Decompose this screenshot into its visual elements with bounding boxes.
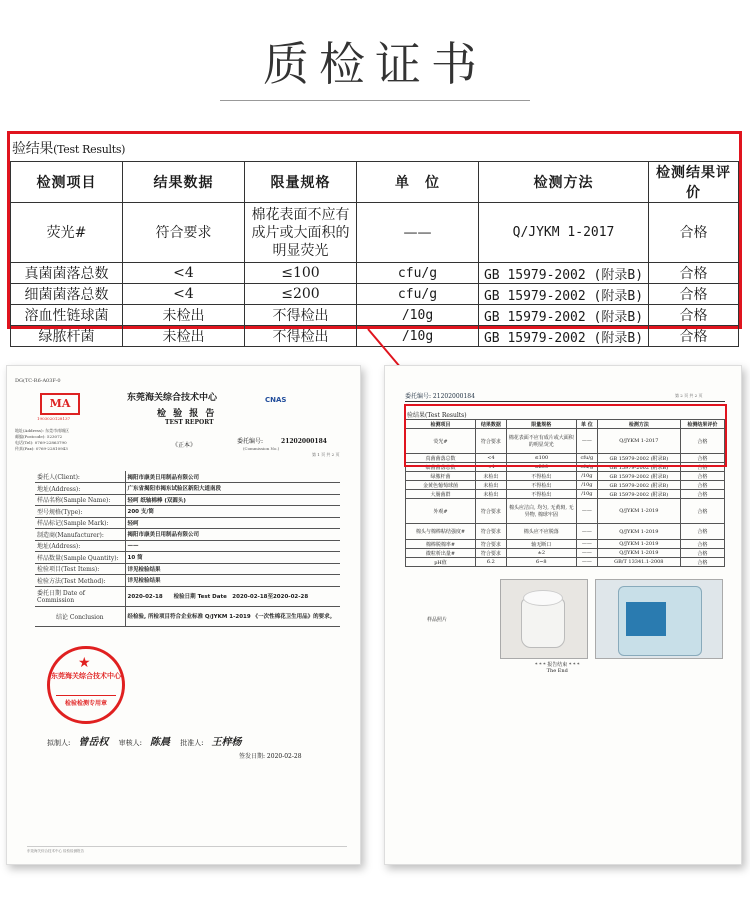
- form-value: ——: [125, 540, 340, 552]
- cell-result: 符合要求: [123, 203, 245, 263]
- table-row: [406, 490, 725, 499]
- cell-spec: ≤100: [245, 263, 357, 284]
- cnas-logo-icon: CNAS: [265, 396, 287, 404]
- cell: 棉头与棉棒粘结强度#: [406, 524, 476, 540]
- cell: ——: [576, 549, 597, 558]
- form-key: 地址(Address):: [35, 540, 125, 552]
- commission-value: 21202000184: [281, 438, 327, 445]
- cell: 外观#: [406, 499, 476, 524]
- cell: ——: [576, 540, 597, 549]
- cell: /10g: [576, 490, 597, 499]
- end-cn: * * * 报告结束 * * *: [535, 662, 580, 668]
- form-key: 委托人(Client):: [35, 471, 125, 483]
- cell: 合格: [680, 429, 724, 454]
- cell-eval: 合格: [649, 326, 739, 347]
- cell: 符合要求: [475, 540, 506, 549]
- cell-item: 荧光#: [11, 203, 123, 263]
- header-result: 结果数据: [123, 162, 245, 203]
- cell: 棉棒脱棉率#: [406, 540, 476, 549]
- commission-no: [237, 436, 327, 445]
- sign-label: 审核人:: [118, 739, 142, 747]
- cell: GB 15979-2002 (附录B): [597, 490, 680, 499]
- cell-result: <4: [123, 284, 245, 305]
- cell: 合格: [680, 463, 724, 472]
- cell: GB 15979-2002 (附录B): [597, 463, 680, 472]
- cell: ——: [576, 558, 597, 567]
- cell-item: 绿脓杆菌: [11, 326, 123, 347]
- results-caption: 验结果(Test Results): [407, 412, 467, 419]
- header-method: 检测方法: [479, 162, 649, 203]
- cell: 合格: [680, 558, 724, 567]
- cell: 合格: [680, 454, 724, 463]
- form-row: [35, 483, 340, 495]
- form-row: [35, 575, 340, 587]
- cell: 荧光#: [406, 429, 476, 454]
- cell: 不得检出: [506, 481, 576, 490]
- form-row: [35, 471, 340, 483]
- results-caption-en: (Test Results): [53, 143, 126, 156]
- cell: 6~8: [506, 558, 576, 567]
- report-title-en: TEST REPORT: [165, 419, 214, 426]
- cell: /10g: [576, 472, 597, 481]
- cell: ±2: [506, 549, 576, 558]
- commission-no: 委托编号: 21202000184: [405, 393, 475, 400]
- form-key: 地址(Address):: [35, 483, 125, 495]
- header-unit: 单 位: [357, 162, 479, 203]
- org-name: 东莞海关综合技术中心: [127, 393, 218, 403]
- cell-method: Q/JYKM 1-2017: [479, 203, 649, 263]
- cell: 符合要求: [475, 549, 506, 558]
- cell: 轴无断口: [506, 540, 576, 549]
- sign-label: 批准人:: [180, 739, 204, 747]
- cell: Q/JYKM 1-2017: [597, 429, 680, 454]
- doc-code: DG(TC-R6-A03F-0: [15, 378, 61, 384]
- sample-photo-jar: [595, 579, 723, 659]
- cell-unit: cfu/g: [357, 284, 479, 305]
- spec-line: 棉花表面不应有: [251, 206, 350, 223]
- form-key: 检验方法(Test Method):: [35, 575, 125, 587]
- cell: 合格: [680, 524, 724, 540]
- form-row: [35, 552, 340, 564]
- cell: 未检出: [475, 472, 506, 481]
- cell: 大肠菌群: [406, 490, 476, 499]
- spec-line: 成片或大面积的: [251, 224, 350, 241]
- cell-method: GB 15979-2002 (附录B): [479, 263, 649, 284]
- cell-spec: 不得检出: [245, 305, 357, 326]
- results-caption-cn: 验结果: [12, 141, 54, 157]
- cell-item: 细菌菌落总数: [11, 284, 123, 305]
- inspection-report-page-1: [6, 365, 361, 865]
- cell: 合格: [680, 499, 724, 524]
- cell: 棉头应不应脱落: [506, 524, 576, 540]
- form-key: 委托日期 Date of Commission: [35, 586, 125, 606]
- form-value: 经检验, 所检项目符合企业标准 Q/JYKM 1-2019 《一次性棉花卫生用品》的要求。: [125, 606, 340, 626]
- seal-subtext: 检验检测专用章: [56, 695, 116, 707]
- cell-eval: 合格: [649, 203, 739, 263]
- header-item: 检测项目: [11, 162, 123, 203]
- table-row: [406, 524, 725, 540]
- inspection-report-page-2: [384, 365, 742, 865]
- cell: ≤200: [506, 463, 576, 472]
- cell: ——: [576, 499, 597, 524]
- sign-label: 拟制人:: [47, 739, 71, 747]
- cell: /10g: [576, 481, 597, 490]
- highlight-box: [404, 404, 727, 467]
- cell: 棉头应洁白, 均匀, 无黄斑, 无异物, 棉球牢固: [506, 499, 576, 524]
- cell-spec: ≤200: [245, 284, 357, 305]
- cell: 符合要求: [475, 429, 506, 454]
- cell-result: <4: [123, 263, 245, 284]
- table-row: [406, 499, 725, 524]
- cell: 6.2: [475, 558, 506, 567]
- page-count: 第 2 页 共 2 页: [675, 393, 703, 398]
- form-key: 结论 Conclusion: [35, 606, 125, 626]
- cell-item: 真菌菌落总数: [11, 263, 123, 284]
- address-block: [15, 428, 125, 452]
- official-seal: [47, 646, 125, 724]
- header-cell: 单 位: [576, 420, 597, 429]
- address-line: 地址(Address): 东莞市南城区: [15, 428, 70, 433]
- cell: 未检出: [475, 490, 506, 499]
- cell: 金黄色葡萄球菌: [406, 481, 476, 490]
- cell-unit: ——: [357, 203, 479, 263]
- commission-label-en: (Commission No.): [243, 446, 280, 451]
- form-value: 揭阳市康美日用制品有限公司: [125, 471, 340, 483]
- report-title: 检 验 报 告: [157, 409, 217, 419]
- form-value: 200 支/筒: [125, 506, 340, 518]
- form-row: [35, 506, 340, 518]
- form-row: [35, 540, 340, 552]
- header-eval: 检测结果评价: [649, 162, 739, 203]
- header-cell: 限量规格: [506, 420, 576, 429]
- form-row: [35, 586, 340, 606]
- cell: Q/JYKM 1-2019: [597, 549, 680, 558]
- end-en: The End: [546, 668, 568, 674]
- cell: 真菌菌落总数: [406, 454, 476, 463]
- signature: 王梓杨: [211, 737, 242, 748]
- form-value: 轻呵: [125, 517, 340, 529]
- cell-eval: 合格: [649, 284, 739, 305]
- cell: 合格: [680, 549, 724, 558]
- sample-photo-cup: [500, 579, 588, 659]
- form-value: 轻呵 纸轴棉棒 (双圆头): [125, 494, 340, 506]
- form-key: 样品数量(Sample Quantity):: [35, 552, 125, 564]
- form-key: 样品标记(Sample Mark):: [35, 517, 125, 529]
- form-key: 型号规格(Type):: [35, 506, 125, 518]
- table-row: [406, 549, 725, 558]
- header-cell: 结果数据: [475, 420, 506, 429]
- table-row: [406, 558, 725, 567]
- form-value: 10 筒: [125, 552, 340, 564]
- form-row: [35, 494, 340, 506]
- ma-number: 1903020128137: [37, 416, 71, 421]
- jar-label-icon: [626, 602, 666, 636]
- table-row: [406, 540, 725, 549]
- cell: cfu/g: [576, 463, 597, 472]
- cell: <4: [475, 463, 506, 472]
- star-icon: ★: [78, 655, 91, 671]
- header-cell: 检测项目: [406, 420, 476, 429]
- cell-method: GB 15979-2002 (附录B): [479, 326, 649, 347]
- form-row: [35, 517, 340, 529]
- cell-method: GB 15979-2002 (附录B): [479, 305, 649, 326]
- form-row: [35, 606, 340, 626]
- cell-result: 未检出: [123, 305, 245, 326]
- cell: ——: [576, 429, 597, 454]
- form-value: 详见检验结果: [125, 575, 340, 587]
- cell: Q/JYKM 1-2019: [597, 499, 680, 524]
- header-spec: 限量规格: [245, 162, 357, 203]
- cell: pH值: [406, 558, 476, 567]
- table-row: [406, 472, 725, 481]
- cell: GB 15979-2002 (附录B): [597, 454, 680, 463]
- seal-text: 东莞海关综合技术中心: [51, 671, 121, 680]
- cotton-tips-icon: [523, 590, 563, 606]
- form-row: [35, 563, 340, 575]
- cell: GB/T 13341.1-2008: [597, 558, 680, 567]
- header-cell: 检测结果评价: [680, 420, 724, 429]
- cell: 合格: [680, 540, 724, 549]
- cell-eval: 合格: [649, 263, 739, 284]
- cell: Q/JYKM 1-2019: [597, 540, 680, 549]
- cell: 绿脓杆菌: [406, 472, 476, 481]
- divider: [405, 401, 725, 402]
- ma-logo-icon: MA: [40, 393, 80, 415]
- report-end: [535, 661, 580, 674]
- cell-unit: /10g: [357, 305, 479, 326]
- cell: 合格: [680, 481, 724, 490]
- cell-unit: /10g: [357, 326, 479, 347]
- page-title: 质检证书: [263, 37, 487, 91]
- table-row: [406, 481, 725, 490]
- cell: 未检出: [475, 481, 506, 490]
- signature-row: [47, 733, 347, 748]
- form-value: 广东省揭阳市揭东试验区新阳大道南段: [125, 483, 340, 495]
- signature: 陈晨: [149, 737, 170, 748]
- cell: ——: [576, 524, 597, 540]
- address-line: 邮编(Postcode): 523072: [15, 434, 63, 439]
- cell: GB 15979-2002 (附录B): [597, 481, 680, 490]
- cell-unit: cfu/g: [357, 263, 479, 284]
- address-line: 传真(Fax): 0769-22810943: [15, 446, 68, 451]
- form-key: 样品名称(Sample Name):: [35, 494, 125, 506]
- cell: 符合要求: [475, 499, 506, 524]
- cell: GB 15979-2002 (附录B): [597, 472, 680, 481]
- cell: ≤100: [506, 454, 576, 463]
- cell: Q/JYKM 1-2019: [597, 524, 680, 540]
- header-cell: 检测方法: [597, 420, 680, 429]
- cell: 合格: [680, 472, 724, 481]
- address-line: 电话(Tel): 0769-22863790: [15, 440, 67, 445]
- form-key: 检验项目(Test Items):: [35, 563, 125, 575]
- cell: 不得检出: [506, 472, 576, 481]
- spec-line: 明显荧光: [272, 242, 329, 259]
- cell-method: GB 15979-2002 (附录B): [479, 284, 649, 305]
- form-key: 制造商(Manufacturer):: [35, 529, 125, 541]
- form-value: 2020-02-18 检验日期 Test Date 2020-02-18至2020-02-28: [125, 586, 340, 606]
- cell: cfu/g: [576, 454, 597, 463]
- cell-eval: 合格: [649, 305, 739, 326]
- form-value: 揭阳市康美日用制品有限公司: [125, 529, 340, 541]
- cell: 细菌菌落总数: [406, 463, 476, 472]
- cell-item: 溶血性链球菌: [11, 305, 123, 326]
- form-row: [35, 529, 340, 541]
- issue-date: 签发日期: 2020-02-28: [239, 753, 302, 760]
- signature: 曾岳权: [78, 737, 109, 748]
- doc-footer: 东莞海关综合技术中心 检验检测报告: [27, 846, 347, 854]
- original-mark: 《正本》: [172, 442, 197, 449]
- form-value: 详见检验结果: [125, 563, 340, 575]
- cell-spec: 不得检出: [245, 326, 357, 347]
- cell: <4: [475, 454, 506, 463]
- cell: 棉花表面不应有成片或大面积的明显荧光: [506, 429, 576, 454]
- cell: 合格: [680, 490, 724, 499]
- page-count: 第 1 页 共 2 页: [312, 452, 340, 457]
- cell: 符合要求: [475, 524, 506, 540]
- report-form: [35, 471, 340, 627]
- photo-label: 样品照片: [427, 617, 448, 623]
- cell-result: 未检出: [123, 326, 245, 347]
- commission-label: 委托编号:: [237, 438, 264, 445]
- cell: 微粒析出量#: [406, 549, 476, 558]
- cell: 不得检出: [506, 490, 576, 499]
